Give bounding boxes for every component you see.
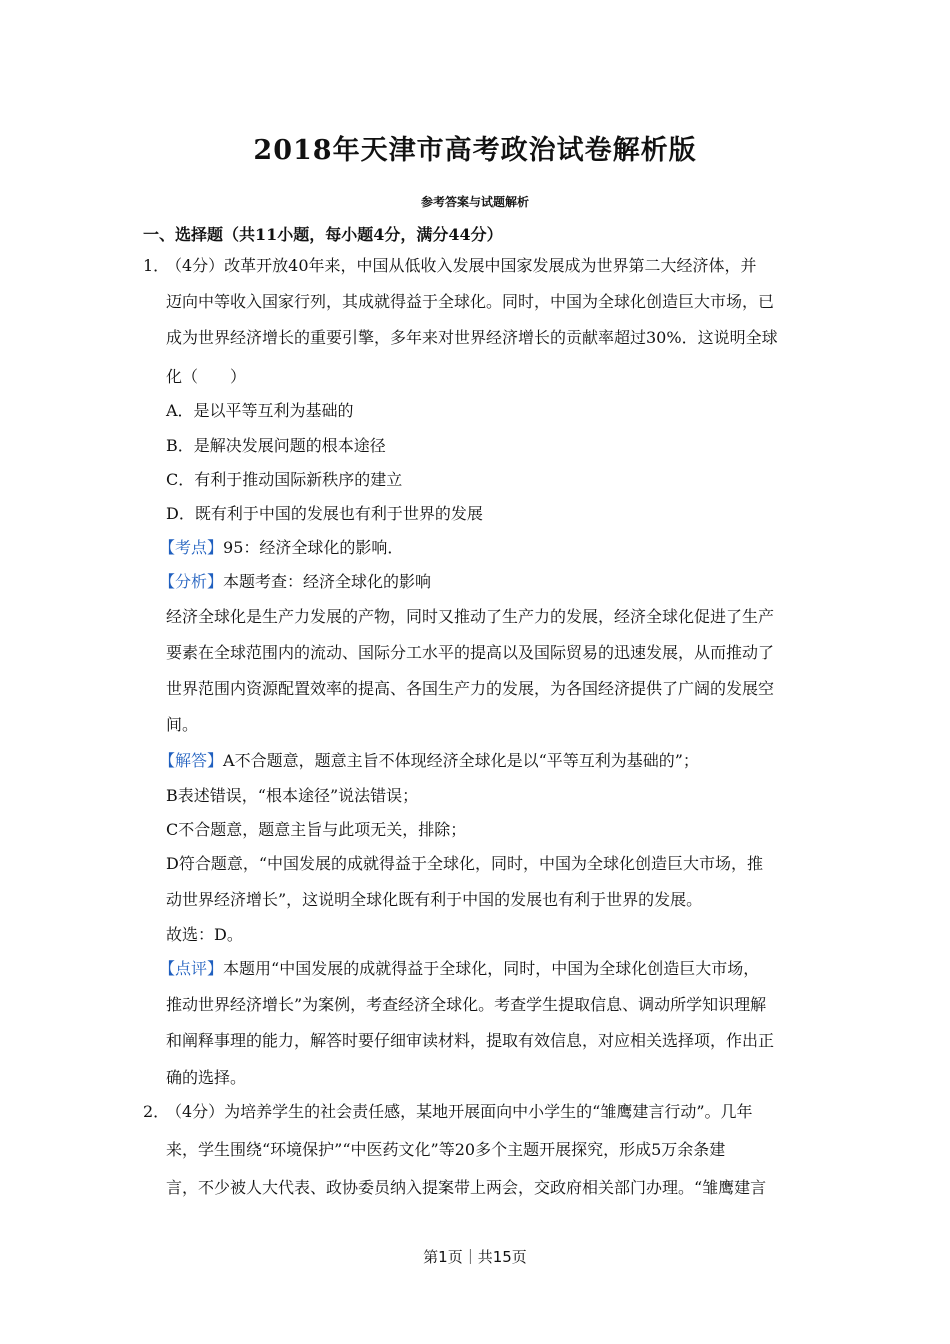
dianping-body-line: 和阐释事理的能力，解答时要仔细审读材料，提取有效信息，对应相关选择项，作出正 [166, 1031, 775, 1050]
question-1-stem-line: 成为世界经济增长的重要引擎，多年来对世界经济增长的贡献率超过30%．这说明全球 [166, 328, 778, 347]
page-footer: 第1页｜共15页 [423, 1248, 527, 1266]
fenxi-body-line: 间。 [166, 715, 199, 734]
section-heading: 一、选择题（共11小题，每小题4分，满分44分） [143, 225, 503, 244]
jieda-body-line: D符合题意，“中国发展的成就得益于全球化，同时，中国为全球化创造巨大市场，推 [166, 854, 764, 873]
question-2-stem-line: 来，学生围绕“环境保护”“中医药文化”等20多个主题开展探究，形成5万余条建 [166, 1140, 726, 1159]
page-title: 2018年天津市高考政治试卷解析版 [253, 135, 697, 166]
jieda-text: A不合题意，题意主旨不体现经济全球化是以“平等互利为基础的”； [223, 751, 699, 770]
page-subtitle: 参考答案与试题解析 [420, 195, 529, 209]
question-1-number: 1． [143, 256, 170, 275]
fenxi-row [159, 572, 431, 592]
jieda-row [159, 751, 699, 771]
dianping-row [159, 959, 759, 979]
dianping-text: 本题用“中国发展的成就得益于全球化，同时，中国为全球化创造巨大市场， [223, 959, 760, 978]
option-d: D．既有利于中国的发展也有利于世界的发展 [166, 504, 483, 523]
question-1-stem-line: （4分）改革开放40年来，中国从低收入发展中国家发展成为世界第二大经济体，并 [166, 256, 757, 275]
fenxi-body-line: 世界范围内资源配置效率的提高、各国生产力的发展，为各国经济提供了广阔的发展空 [166, 679, 775, 698]
jieda-body-line: B表述错误，“根本途径”说法错误； [166, 786, 419, 805]
fenxi-body-line: 经济全球化是生产力发展的产物，同时又推动了生产力的发展，经济全球化促进了生产 [166, 607, 775, 626]
dianping-body-line: 确的选择。 [166, 1068, 247, 1087]
jieda-body-line: C不合题意，题意主旨与此项无关，排除； [166, 820, 467, 839]
fenxi-text: 本题考查：经济全球化的影响 [223, 572, 432, 591]
question-2-stem-line: （4分）为培养学生的社会责任感，某地开展面向中小学生的“雏鹰建言行动”。几年 [166, 1102, 753, 1121]
question-2-stem-line: 言，不少被人大代表、政协委员纳入提案带上两会，交政府相关部门办理。“雏鹰建言 [166, 1178, 767, 1197]
question-1-stem-line: 迈向中等收入国家行列，其成就得益于全球化。同时，中国为全球化创造巨大市场，已 [166, 292, 775, 311]
jieda-body-line: 故选：D。 [166, 925, 243, 944]
jieda-tag: 【解答】 [159, 751, 224, 770]
jieda-body-line: 动世界经济增长”，这说明全球化既有利于中国的发展也有利于世界的发展。 [166, 890, 703, 909]
kaodian-row [159, 538, 403, 558]
question-2-number: 2． [143, 1102, 170, 1121]
dianping-tag: 【点评】 [159, 959, 224, 978]
question-1-stem-line: 化（ ） [166, 367, 247, 386]
kaodian-text: 95：经济全球化的影响． [223, 538, 404, 557]
option-c: C．有利于推动国际新秩序的建立 [166, 470, 403, 489]
option-a: A．是以平等互利为基础的 [166, 401, 354, 420]
dianping-body-line: 推动世界经济增长”为案例，考查经济全球化。考查学生提取信息、调动所学知识理解 [166, 995, 767, 1014]
option-b: B．是解决发展问题的根本途径 [166, 436, 386, 455]
fenxi-tag: 【分析】 [159, 572, 224, 591]
kaodian-tag: 【考点】 [159, 538, 224, 557]
fenxi-body-line: 要素在全球范围内的流动、国际分工水平的提高以及国际贸易的迅速发展，从而推动了 [166, 643, 775, 662]
